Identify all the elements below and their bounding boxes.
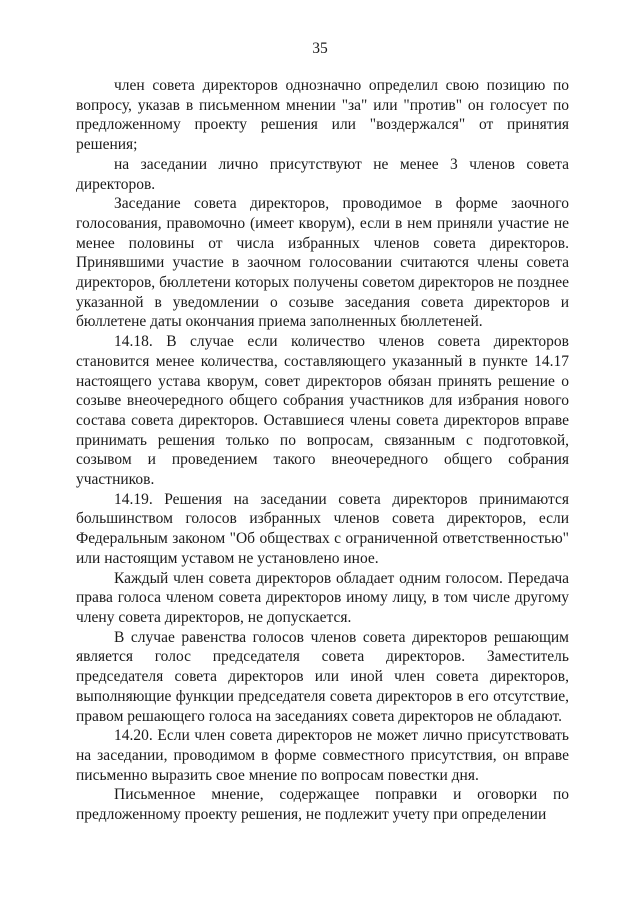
paragraph: В случае равенства голосов членов совета директоров решающим является голос председателя совета директоров. Заместитель председателя совета директоров или иной член совета директоров, выполняющие функции председателя совета директоров в его отсутствие, правом решающего голоса на заседаниях совета директоров не обладают. (76, 628, 569, 725)
paragraph: Заседание совета директоров, проводимое в форме заочного голосования, правомочно (имеет кворум), если в нем приняли участие не менее половины от числа избранных членов совета директоров. Принявшими участие в заочном голосовании считаются члены совета директоров, бюллетени которых получены советом директоров не позднее указанной в уведомлении о созыве заседания совета директоров и бюллетене даты окончания приема заполненных бюллетеней. (76, 195, 569, 331)
paragraph: Каждый член совета директоров обладает одним голосом. Передача права голоса членом совета директоров иному лицу, в том числе другому члену совета директоров, не допускается. (76, 569, 569, 626)
paragraph: Письменное мнение, содержащее поправки и оговорки по предложенному проекту решения, не подлежит учету при определении (76, 786, 569, 824)
page-number: 35 (312, 40, 328, 57)
paragraph: 14.19. Решения на заседании совета директоров принимаются большинством голосов избранных членов совета директоров, если Федеральным законом "Об обществах с ограниченной ответственностью" или настоящим уставом не установлено иное. (76, 490, 569, 567)
paragraph: 14.18. В случае если количество членов совета директоров становится менее количества, составляющего указанный в пункте 14.17 настоящего устава кворум, совет директоров обязан принять решение о созыве внеочередного общего собрания участников для избрания нового состава совета директоров. Оставшиеся члены совета директоров вправе принимать решения только по вопросам, связанным с подготовкой, созывом и проведением такого внеочередного общего собрания участников. (76, 333, 569, 489)
paragraph: на заседании лично присутствуют не менее 3 членов совета директоров. (76, 155, 569, 193)
paragraph: 14.20. Если член совета директоров не может лично присутствовать на заседании, проводимом в форме совместного присутствия, он вправе письменно выразить свое мнение по вопросам повестки дня. (76, 727, 569, 784)
paragraph: член совета директоров однозначно определил свою позицию по вопросу, указав в письменном мнении "за" или "против" он голосует по предложенному проекту решения или "воздержался" от принятия решения; (76, 77, 569, 154)
document-body (76, 76, 569, 825)
